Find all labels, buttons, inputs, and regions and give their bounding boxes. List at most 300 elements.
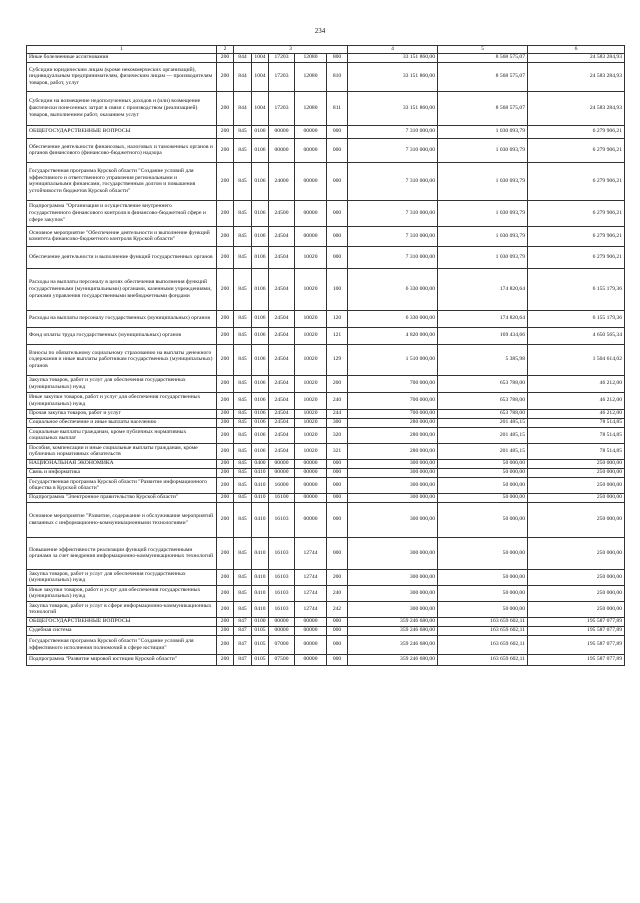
code-cell: 000 [327,226,348,246]
amount-cell: 6 279 906,21 [528,200,625,226]
code-cell: 0410 [252,493,269,502]
code-cell: 200 [327,375,348,392]
row-name-cell: Подпрограмма "Организация и осуществление внутреннего государственного финансового контроля в финансово-бюджетной сфере и сфере закупок" [27,200,217,226]
amount-cell: 1 030 093,79 [438,200,528,226]
header-cell: 5 [438,46,528,54]
code-cell: 00000 [295,459,327,468]
code-cell: 00000 [295,200,327,226]
code-cell: 16103 [269,569,295,585]
amount-cell: 201 485,15 [438,443,528,459]
table-row [27,617,625,626]
code-cell: 24504 [269,443,295,459]
code-cell: 0106 [252,418,269,427]
code-cell: 0106 [252,138,269,162]
table-row [27,409,625,418]
code-cell: 200 [217,327,234,344]
amount-cell: 169 434,66 [438,327,528,344]
code-cell: 100 [327,268,348,310]
amount-cell: 50 000,00 [438,537,528,569]
code-cell: 845 [234,443,252,459]
amount-cell: 6 155 179,36 [528,310,625,327]
table-row [27,268,625,310]
code-cell: 200 [217,443,234,459]
code-cell: 12080 [295,91,327,125]
table-row [27,626,625,635]
amount-cell: 1 030 093,79 [438,246,528,268]
row-name-cell: Социальные выплаты гражданам, кроме публичных нормативных социальных выплат [27,427,217,443]
amount-cell: 653 788,00 [438,409,528,418]
code-cell: 00000 [295,493,327,502]
amount-cell: 33 151 860,00 [348,62,438,91]
code-cell: 00000 [295,138,327,162]
code-cell: 845 [234,477,252,493]
code-cell: 000 [327,502,348,537]
code-cell: 16103 [269,537,295,569]
header-cell: 1 [27,46,217,54]
table-row [27,443,625,459]
table-row [27,53,625,62]
amount-cell: 174 820,64 [438,310,528,327]
row-name-cell: Основное мероприятие "Обеспечение деятельности и выполнение функций комитета финансово-бюджетного контроля Курской области" [27,226,217,246]
code-cell: 200 [217,200,234,226]
code-cell: 844 [234,62,252,91]
row-name-cell: Закупка товаров, работ и услуг для обеспечения государственных (муниципальных) нужд [27,569,217,585]
amount-cell: 201 485,15 [438,427,528,443]
amount-cell: 78 514,85 [528,443,625,459]
code-cell: 00000 [295,617,327,626]
code-cell: 00000 [295,226,327,246]
amount-cell: 8 568 575,07 [438,62,528,91]
table-row [27,427,625,443]
amount-cell: 33 151 860,00 [348,91,438,125]
code-cell: 0106 [252,226,269,246]
code-cell: 0100 [252,125,269,138]
code-cell: 000 [327,162,348,200]
code-cell: 0410 [252,585,269,601]
table-row [27,200,625,226]
code-cell: 845 [234,502,252,537]
code-cell: 10020 [295,392,327,409]
code-cell: 200 [217,138,234,162]
amount-cell: 250 000,00 [528,468,625,477]
code-cell: 12744 [295,601,327,617]
row-name-cell: Обеспечение деятельности и выполнение функций государственных органов [27,246,217,268]
table-row [27,654,625,665]
code-cell: 129 [327,344,348,375]
row-name-cell: Субсидии на возмещение недополученных доходов и (или) возмещение фактически понесенных затрат в связи с производством (реализацией) товаров, выполнением работ, оказанием услуг [27,91,217,125]
code-cell: 200 [217,91,234,125]
row-name-cell: Расходы на выплаты персоналу в целях обеспечения выполнения функций государственными (муниципальными) органами, казенными учреждениями, органами управления государственными внебюджетными фондами [27,268,217,310]
code-cell: 000 [327,125,348,138]
amount-cell: 300 000,00 [348,477,438,493]
code-cell: 10020 [295,375,327,392]
amount-cell: 50 000,00 [438,468,528,477]
code-cell: 200 [217,53,234,62]
code-cell: 10020 [295,327,327,344]
amount-cell: 6 330 000,00 [348,268,438,310]
budget-table [26,45,625,666]
code-cell: 200 [217,635,234,654]
code-cell: 16103 [269,585,295,601]
amount-cell: 250 000,00 [528,477,625,493]
amount-cell: 250 000,00 [528,537,625,569]
amount-cell: 7 310 000,00 [348,125,438,138]
code-cell: 845 [234,246,252,268]
code-cell: 12744 [295,537,327,569]
code-cell: 200 [217,226,234,246]
code-cell: 17203 [269,91,295,125]
amount-cell: 46 212,00 [528,392,625,409]
code-cell: 0106 [252,162,269,200]
code-cell: 0106 [252,443,269,459]
code-cell: 12744 [295,569,327,585]
code-cell: 0105 [252,635,269,654]
table-row [27,635,625,654]
code-cell: 000 [327,537,348,569]
amount-cell: 24 583 284,93 [528,53,625,62]
code-cell: 300 [327,418,348,427]
code-cell: 242 [327,601,348,617]
code-cell: 844 [234,91,252,125]
amount-cell: 6 279 906,21 [528,246,625,268]
code-cell: 0100 [252,617,269,626]
row-name-cell: Пособия, компенсации и иные социальные выплаты гражданам, кроме публичных нормативных обязательств [27,443,217,459]
code-cell: 200 [217,427,234,443]
code-cell: 200 [217,375,234,392]
code-cell: 24504 [269,344,295,375]
code-cell: 000 [327,626,348,635]
amount-cell: 1 030 093,79 [438,226,528,246]
code-cell: 10020 [295,310,327,327]
code-cell: 845 [234,200,252,226]
table-row [27,138,625,162]
table-row [27,601,625,617]
code-cell: 0105 [252,626,269,635]
table-row [27,493,625,502]
code-cell: 200 [217,344,234,375]
code-cell: 200 [217,392,234,409]
code-cell: 1004 [252,53,269,62]
row-name-cell: Государственная программа Курской области "Создание условий для эффективного исполнения полномочий в сфере юстиции" [27,635,217,654]
code-cell: 845 [234,344,252,375]
code-cell: 000 [327,246,348,268]
code-cell: 000 [327,617,348,626]
amount-cell: 50 000,00 [438,585,528,601]
amount-cell: 78 514,85 [528,427,625,443]
code-cell: 00000 [269,138,295,162]
code-cell: 200 [217,502,234,537]
code-cell: 00000 [295,502,327,537]
table-row [27,125,625,138]
code-cell: 00000 [269,626,295,635]
table-row [27,502,625,537]
code-cell: 000 [327,654,348,665]
amount-cell: 4 650 565,34 [528,327,625,344]
code-cell: 00000 [295,635,327,654]
code-cell: 10020 [295,344,327,375]
code-cell: 000 [327,138,348,162]
code-cell: 0106 [252,409,269,418]
code-cell: 845 [234,310,252,327]
code-cell: 00000 [269,617,295,626]
code-cell: 1004 [252,62,269,91]
code-cell: 10020 [295,268,327,310]
code-cell: 24000 [269,162,295,200]
table-row [27,418,625,427]
code-cell: 00000 [295,626,327,635]
code-cell: 200 [217,125,234,138]
amount-cell: 700 000,00 [348,409,438,418]
amount-cell: 250 000,00 [528,585,625,601]
code-cell: 200 [217,162,234,200]
code-cell: 240 [327,392,348,409]
code-cell: 200 [217,246,234,268]
amount-cell: 174 820,64 [438,268,528,310]
code-cell: 000 [327,459,348,468]
code-cell: 847 [234,654,252,665]
code-cell: 0410 [252,468,269,477]
code-cell: 17203 [269,62,295,91]
row-name-cell: Расходы на выплаты персоналу государственных (муниципальных) органов [27,310,217,327]
row-name-cell: Связь и информатика [27,468,217,477]
code-cell: 845 [234,427,252,443]
amount-cell: 359 246 680,00 [348,635,438,654]
code-cell: 847 [234,617,252,626]
code-cell: 07000 [269,635,295,654]
amount-cell: 250 000,00 [528,459,625,468]
amount-cell: 163 659 602,11 [438,617,528,626]
header-cell: 4 [348,46,438,54]
amount-cell: 78 514,85 [528,418,625,427]
amount-cell: 1 030 093,79 [438,138,528,162]
table-row [27,392,625,409]
code-cell: 0105 [252,654,269,665]
code-cell: 10020 [295,409,327,418]
code-cell: 0106 [252,392,269,409]
table-row [27,344,625,375]
code-cell: 00000 [295,125,327,138]
code-cell: 0410 [252,601,269,617]
amount-cell: 201 485,15 [438,418,528,427]
amount-cell: 300 000,00 [348,493,438,502]
amount-cell: 24 583 284,93 [528,91,625,125]
code-cell: 0106 [252,310,269,327]
code-cell: 200 [217,418,234,427]
table-row [27,327,625,344]
table-row [27,569,625,585]
code-cell: 16103 [269,502,295,537]
amount-cell: 1 510 000,00 [348,344,438,375]
code-cell: 844 [234,53,252,62]
code-cell: 200 [217,585,234,601]
amount-cell: 359 246 680,00 [348,654,438,665]
code-cell: 24504 [269,246,295,268]
amount-cell: 50 000,00 [438,459,528,468]
amount-cell: 163 659 602,11 [438,654,528,665]
amount-cell: 280 000,00 [348,427,438,443]
code-cell: 0106 [252,246,269,268]
code-cell: 845 [234,125,252,138]
code-cell: 811 [327,91,348,125]
code-cell: 24504 [269,268,295,310]
row-name-cell: Обеспечение деятельности финансовых, налоговых и таможенных органов и органов финансового (финансово-бюджетного) надзора [27,138,217,162]
code-cell: 320 [327,427,348,443]
row-name-cell: Социальное обеспечение и иные выплаты населению [27,418,217,427]
amount-cell: 8 568 575,07 [438,91,528,125]
amount-cell: 33 151 860,00 [348,53,438,62]
row-name-cell: Судебная система [27,626,217,635]
amount-cell: 700 000,00 [348,392,438,409]
row-name-cell: Подпрограмма "Электронное правительство Курской области" [27,493,217,502]
code-cell: 16103 [269,601,295,617]
amount-cell: 195 587 077,89 [528,617,625,626]
amount-cell: 7 310 000,00 [348,200,438,226]
code-cell: 0106 [252,427,269,443]
code-cell: 845 [234,537,252,569]
amount-cell: 50 000,00 [438,601,528,617]
code-cell: 10020 [295,443,327,459]
amount-cell: 300 000,00 [348,537,438,569]
table-row [27,477,625,493]
code-cell: 00000 [269,125,295,138]
row-name-cell: Иные болезненные ассигнования [27,53,217,62]
amount-cell: 46 212,00 [528,375,625,392]
amount-cell: 6 330 000,00 [348,310,438,327]
amount-cell: 6 279 906,21 [528,226,625,246]
amount-cell: 359 246 680,00 [348,626,438,635]
amount-cell: 250 000,00 [528,502,625,537]
row-name-cell: ОБЩЕГОСУДАРСТВЕННЫЕ ВОПРОСЫ [27,617,217,626]
amount-cell: 7 310 000,00 [348,138,438,162]
amount-cell: 250 000,00 [528,601,625,617]
code-cell: 17203 [269,53,295,62]
table-row [27,375,625,392]
table-row [27,91,625,125]
table-header-row [27,46,625,54]
header-cell: 2 [217,46,234,54]
code-cell: 24504 [269,427,295,443]
code-cell: 800 [327,53,348,62]
code-cell: 240 [327,585,348,601]
code-cell: 845 [234,392,252,409]
table-row [27,246,625,268]
table-row [27,310,625,327]
amount-cell: 300 000,00 [348,502,438,537]
amount-cell: 280 000,00 [348,443,438,459]
amount-cell: 6 279 906,21 [528,162,625,200]
row-name-cell: Государственная программа Курской области "Развитие информационного общества в Курской области" [27,477,217,493]
code-cell: 845 [234,601,252,617]
row-name-cell: Прочая закупка товаров, работ и услуг [27,409,217,418]
amount-cell: 163 659 602,11 [438,626,528,635]
table-row [27,162,625,200]
amount-cell: 300 000,00 [348,585,438,601]
table-row [27,226,625,246]
code-cell: 0400 [252,459,269,468]
row-name-cell: Повышение эффективности реализации функций государственными органами за счет внедрения информационно-коммуникационных технологий [27,537,217,569]
code-cell: 120 [327,310,348,327]
amount-cell: 195 587 077,89 [528,654,625,665]
amount-cell: 195 587 077,89 [528,635,625,654]
amount-cell: 653 788,00 [438,375,528,392]
row-name-cell: Государственная программа Курской области "Создание условий для эффективного и ответственного управления региональными и муниципальными финансами, государственным долгом и повышения устойчивости бюджетов Курской области" [27,162,217,200]
code-cell: 810 [327,62,348,91]
code-cell: 00000 [295,162,327,200]
code-cell: 24504 [269,226,295,246]
code-cell: 00000 [269,468,295,477]
code-cell: 845 [234,375,252,392]
amount-cell: 1 030 093,79 [438,125,528,138]
code-cell: 0106 [252,327,269,344]
row-name-cell: Фонд оплаты труда государственных (муниципальных) органов [27,327,217,344]
amount-cell: 653 788,00 [438,392,528,409]
code-cell: 0106 [252,375,269,392]
code-cell: 000 [327,493,348,502]
row-name-cell: Субсидии юридическим лицам (кроме некоммерческих организаций), индивидуальным предпринимателям, физическим лицам — производителям товаров, работ, услуг [27,62,217,91]
amount-cell: 300 000,00 [348,601,438,617]
code-cell: 845 [234,493,252,502]
amount-cell: 24 583 284,93 [528,62,625,91]
code-cell: 845 [234,409,252,418]
row-name-cell: ОБЩЕГОСУДАРСТВЕННЫЕ ВОПРОСЫ [27,125,217,138]
code-cell: 0410 [252,477,269,493]
code-cell: 000 [327,200,348,226]
amount-cell: 300 000,00 [348,569,438,585]
amount-cell: 300 000,00 [348,459,438,468]
code-cell: 845 [234,418,252,427]
amount-cell: 50 000,00 [438,502,528,537]
amount-cell: 195 587 077,89 [528,626,625,635]
code-cell: 244 [327,409,348,418]
amount-cell: 1 030 093,79 [438,162,528,200]
code-cell: 12744 [295,585,327,601]
header-cell: 3 [234,46,348,54]
code-cell: 845 [234,268,252,310]
amount-cell: 300 000,00 [348,468,438,477]
page-number: 234 [314,27,326,35]
code-cell: 24504 [269,327,295,344]
amount-cell: 280 000,00 [348,418,438,427]
code-cell: 0106 [252,200,269,226]
code-cell: 00000 [295,477,327,493]
row-name-cell: Взносы по обязательному социальному страхованию на выплаты денежного содержания и иные выплаты работникам государственных (муниципальных) органов [27,344,217,375]
amount-cell: 7 310 000,00 [348,226,438,246]
code-cell: 16100 [269,493,295,502]
code-cell: 10020 [295,246,327,268]
amount-cell: 359 246 680,00 [348,617,438,626]
code-cell: 200 [217,654,234,665]
row-name-cell: НАЦИОНАЛЬНАЯ ЭКОНОМИКА [27,459,217,468]
amount-cell: 250 000,00 [528,569,625,585]
code-cell: 10020 [295,427,327,443]
code-cell: 200 [217,268,234,310]
code-cell: 16000 [269,477,295,493]
table-row [27,585,625,601]
code-cell: 24504 [269,409,295,418]
amount-cell: 50 000,00 [438,493,528,502]
code-cell: 10020 [295,418,327,427]
amount-cell: 6 155 179,36 [528,268,625,310]
code-cell: 200 [217,310,234,327]
table-row [27,459,625,468]
amount-cell: 250 000,00 [528,493,625,502]
header-cell: 6 [528,46,625,54]
code-cell: 845 [234,226,252,246]
amount-cell: 6 279 906,21 [528,138,625,162]
amount-cell: 50 000,00 [438,477,528,493]
code-cell: 200 [217,537,234,569]
code-cell: 200 [217,626,234,635]
